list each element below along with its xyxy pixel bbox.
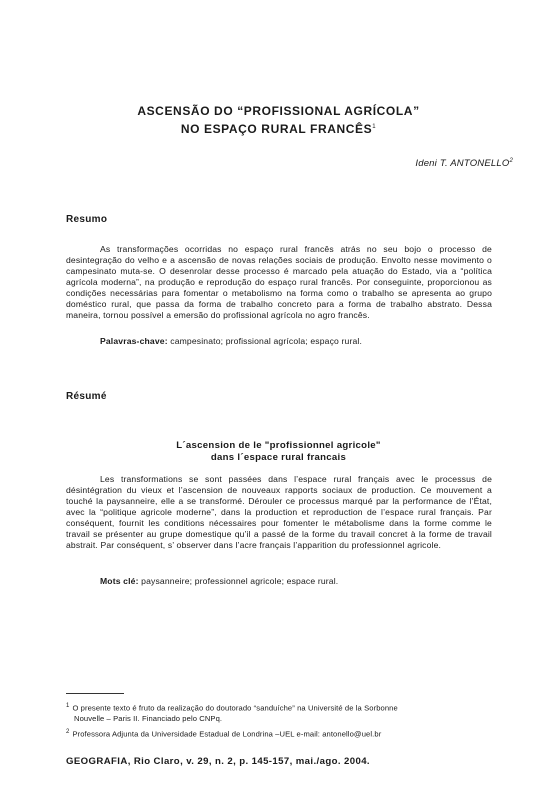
resume-text: Les transformations se sont passées dans l’espace rural français avec le processus de désintégration du vieux et l’ascension de nouveaux rapports sociaux de production. Ce mouvement a touché la paysanneire, elle a se transformé. Dérouler ce processus marqué par la performance de l’État, avec la “politique agricole moderne”, dans la production et reproduction de l’espace rural français. Par conséquent, fournit les conditions nécessaires pour fomenter le métabolisme dans la forme comme le travail se présenter au grupe domestique qu’il a passé de la forme du travail concret à la forme de travail abstrait. Par conséquent, s’ observer dans l’acre français l’apparition du professionnel agricole. [66,474,492,550]
footnote-divider [66,693,124,694]
resume-title-line-2: dans l´espace rural francais [210,452,347,463]
author-line [415,158,513,169]
resume-paragraph [66,474,492,551]
resumo-keywords-label: Palavras-chave: [100,336,168,346]
resumo-paragraph [66,244,492,321]
footnote-2-number: 2 [66,729,70,735]
title-line-1-text: ASCENSÃO DO “PROFISSIONAL AGRÍCOLA” [137,104,420,118]
author-footnote-mark: 2 [509,158,513,164]
footnote-1 [66,701,494,724]
resumo-keywords [100,336,362,346]
resume-keywords-text: paysanneire; professionnel agricole; espace rural. [141,576,339,586]
footnote-1-text: O presente texto é fruto da realização do doutorado “sanduíche” na Université de la Sorbonne [72,703,398,713]
resume-heading: Résumé [66,391,107,402]
resumo-text: As transformações ocorridas no espaço rural francês atrás no seu bojo o processo de desintegração do velho e a ascensão de novas relações sociais de produção. Envolto nesse movimento o campesinato muta-se. O desenrolar desse processo é marcado pela atuação do Estado, via a “política agrícola moderna”, na produção e reprodução do espaço rural francês. Por conseguinte, proporcionou as condições necessárias para fomentar o metabolismo na forma como o trabalho se apresenta ao grupo doméstico rural, que passa da forma de trabalho concreto para a forma de trabalho abstrato. Dessa maneira, tornou possível a emersão do profissional agrícola no agro francês. [66,244,492,320]
title-line-2-text: NO ESPAÇO RURAL FRANCÊS [180,122,373,136]
resume-title-line-1: L´ascension de le "profissionnel agricole" [176,440,381,451]
resumo-keywords-text: campesinato; profissional agrícola; espaço rural. [170,336,362,346]
footnote-2 [66,727,494,740]
author-name: Ideni T. ANTONELLO [415,158,510,170]
resume-keywords-label: Mots clé: [100,576,139,586]
footnote-1-number: 1 [66,703,70,709]
resume-keywords [100,576,338,586]
footnote-2-text: Professora Adjunta da Universidade Estadual de Londrina –UEL e-mail: antonello@uel.br [72,729,382,739]
title-footnote-mark: 1 [372,124,377,130]
article-title-line-1 [0,104,557,119]
footnote-1-continuation: Nouvelle – Paris II. Financiado pelo CNPq. [74,713,223,723]
resumo-heading: Resumo [66,214,108,225]
journal-citation: GEOGRAFIA, Rio Claro, v. 29, n. 2, p. 145-157, mai./ago. 2004. [66,756,371,767]
article-title-line-2 [0,120,557,137]
